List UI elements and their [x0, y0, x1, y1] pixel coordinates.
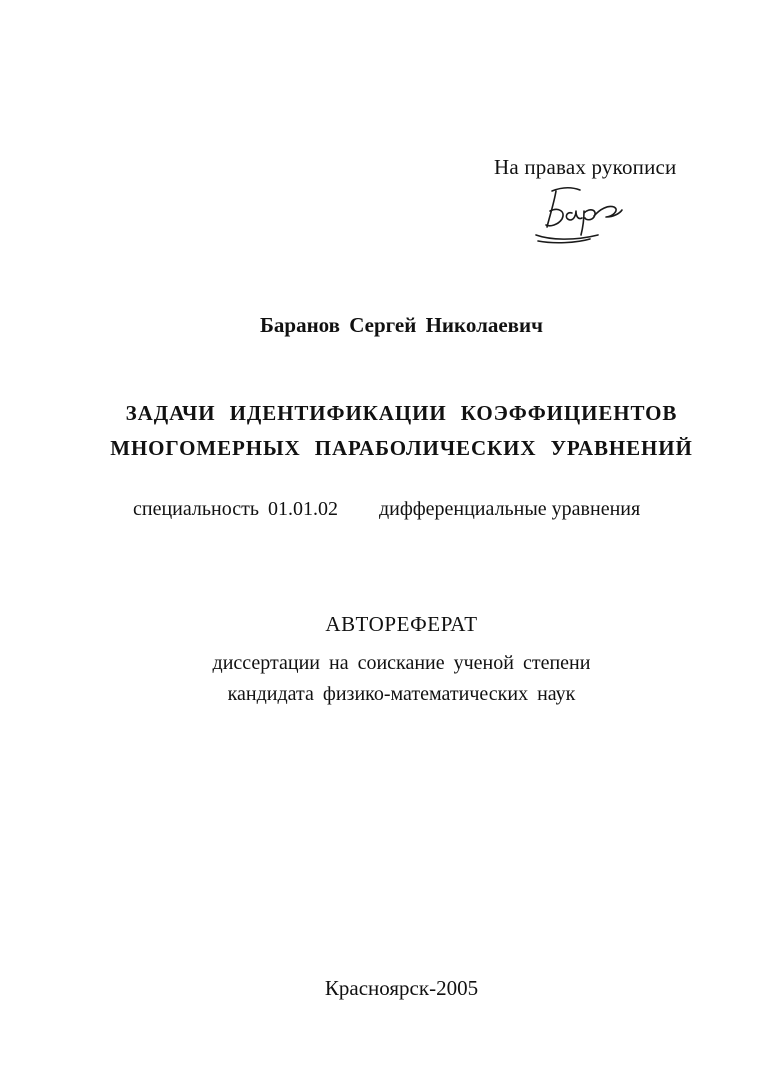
city-year: Красноярск-2005	[324, 976, 479, 1000]
abstract-line-2: кандидата физико-математических наук	[227, 683, 576, 705]
abstract-line-1: диссертации на соискание ученой степени	[212, 652, 591, 674]
title-line-1: ЗАДАЧИ ИДЕНТИФИКАЦИИ КОЭФФИЦИЕНТОВ	[125, 401, 678, 425]
manuscript-note: На правах рукописи	[494, 155, 677, 179]
dissertation-title	[0, 396, 763, 466]
specialty-field: дифференциальные уравнения	[378, 498, 641, 520]
specialty-code: 01.01.02	[267, 498, 338, 520]
abstract-description	[0, 648, 763, 710]
handwritten-signature	[528, 183, 628, 245]
specialty-label: специальность	[133, 498, 259, 520]
title-line-2: МНОГОМЕРНЫХ ПАРАБОЛИЧЕСКИХ УРАВНЕНИЙ	[110, 436, 693, 460]
specialty-line	[133, 498, 640, 521]
abstract-label: АВТОРЕФЕРАТ	[325, 612, 478, 636]
author-name: Баранов Сергей Николаевич	[260, 313, 543, 337]
